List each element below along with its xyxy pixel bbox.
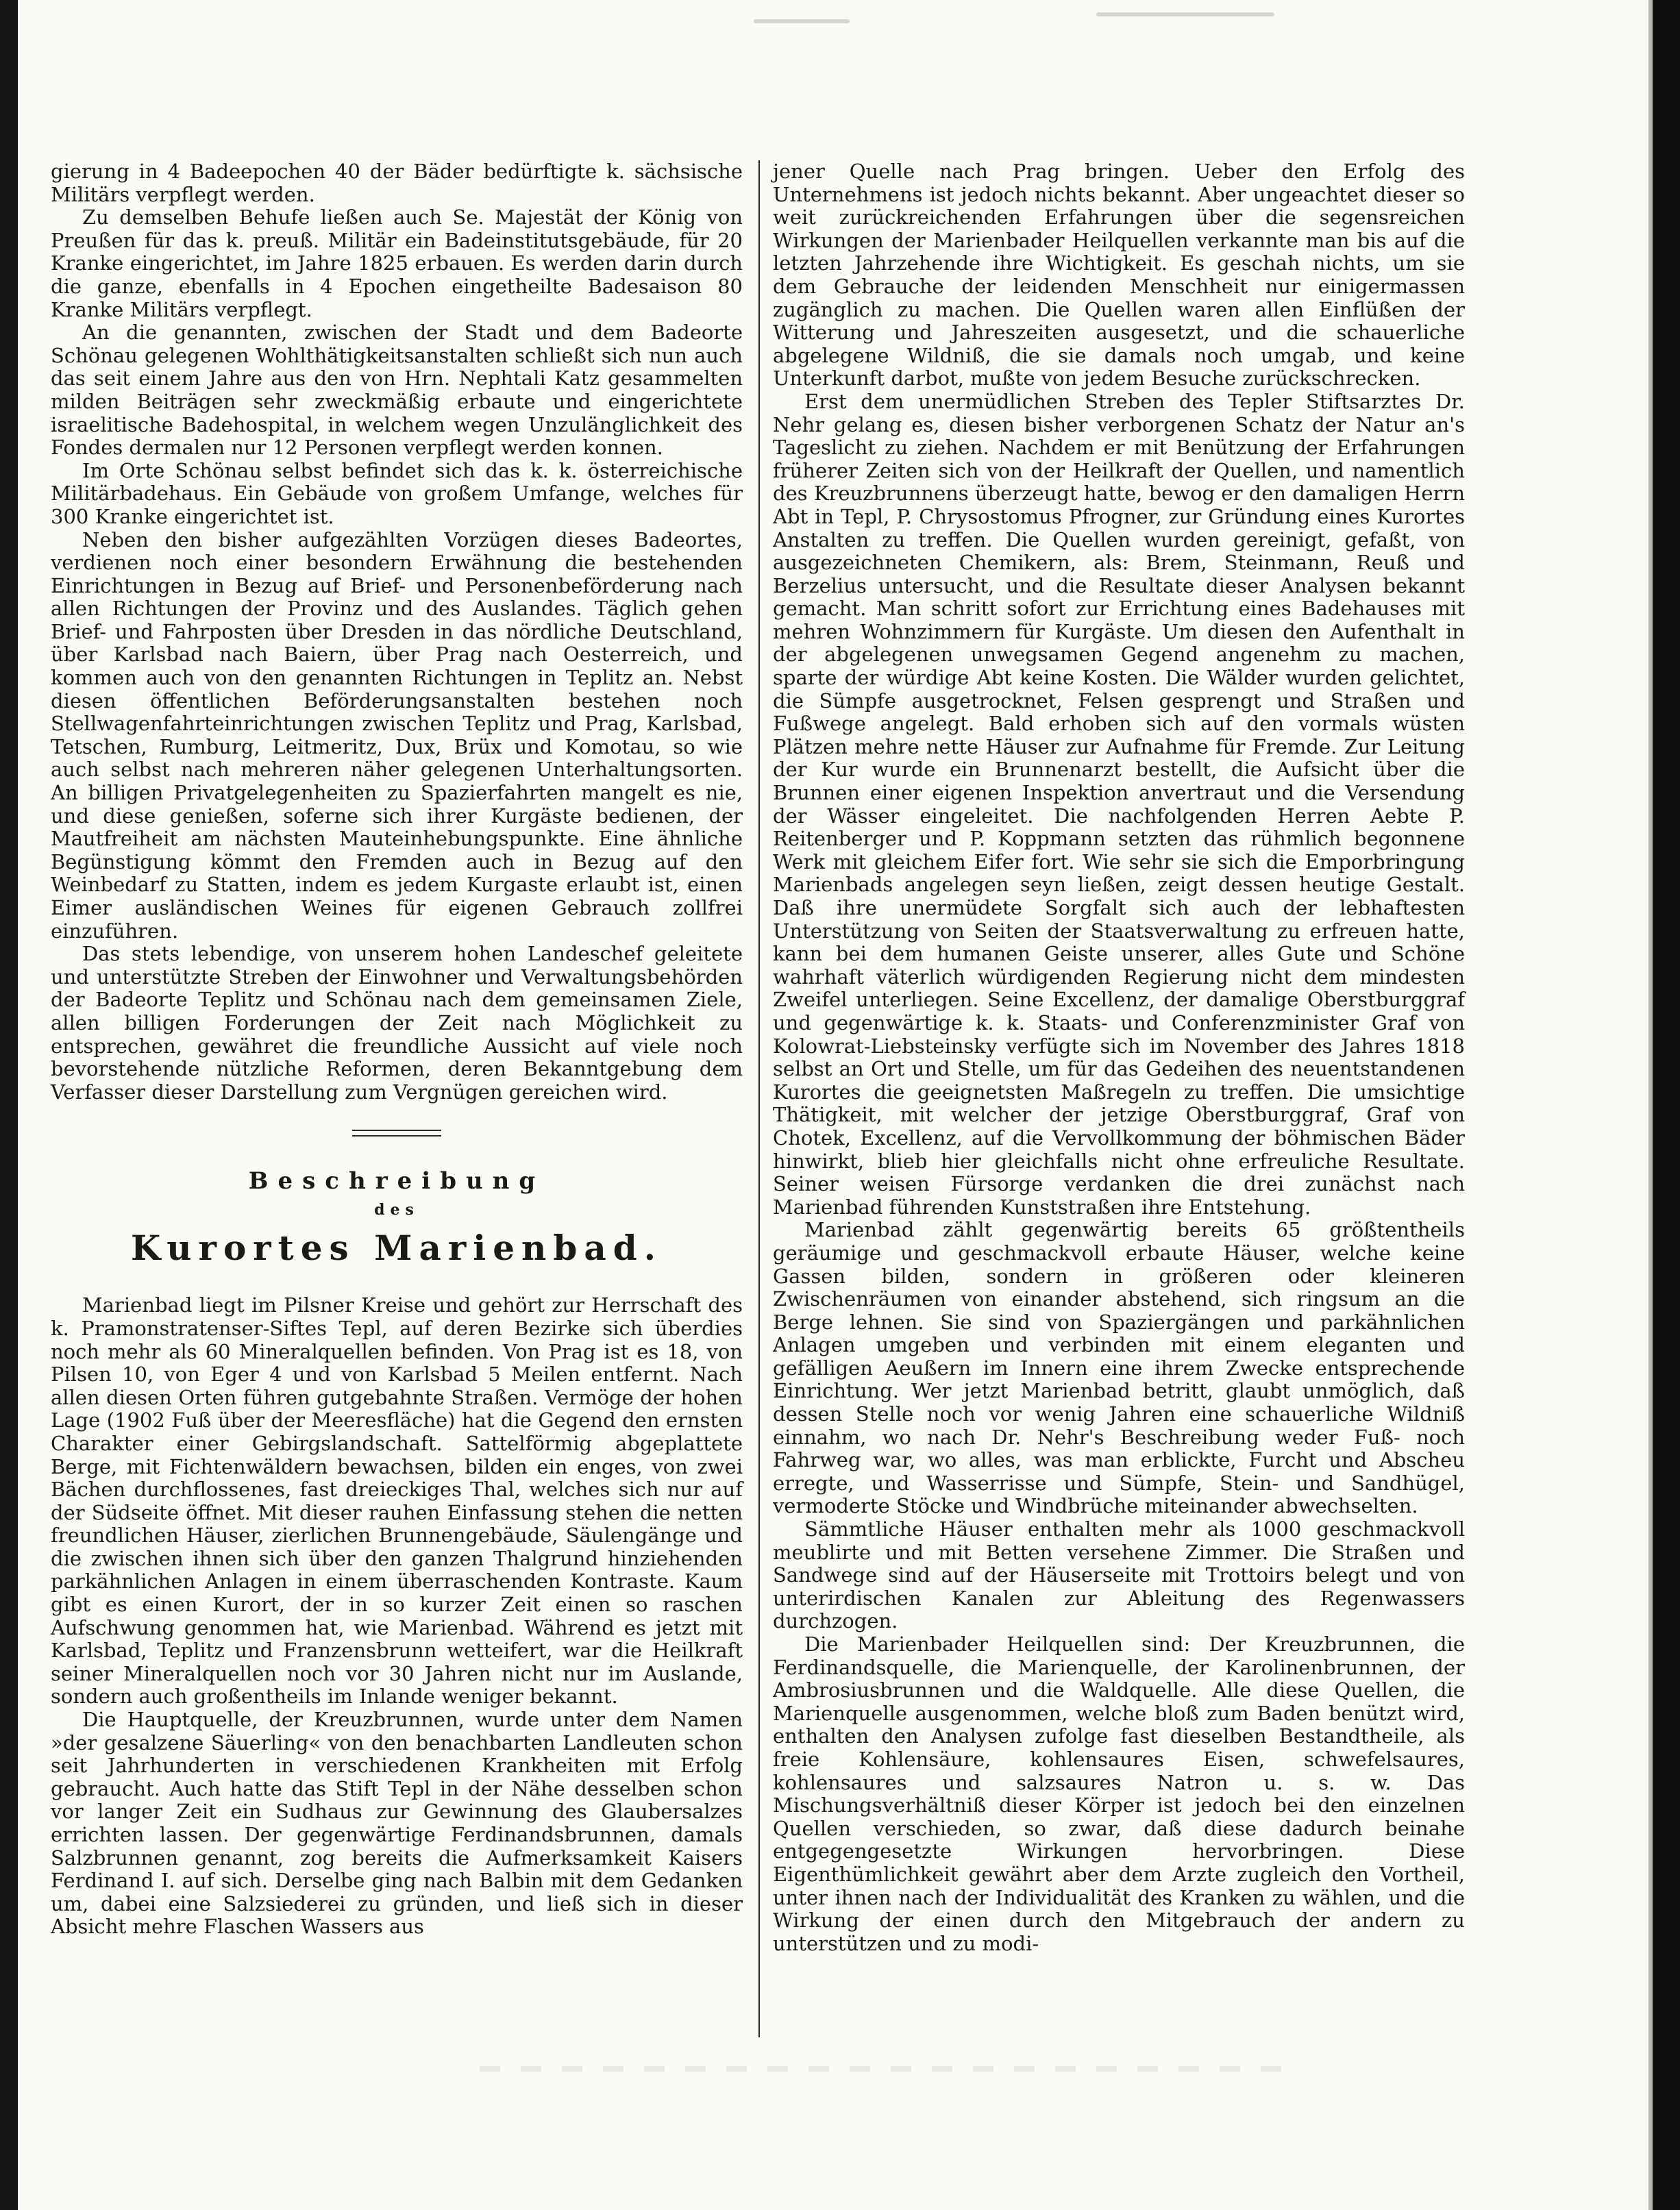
section-heading-beschreibung: Beschreibung [248,1167,545,1195]
paragraph: Sämmtliche Häuser enthalten mehr als 1000 geschmackvoll meublirte und mit Betten versehene Zimmer. Die Straßen und Sandwege sind auf der Häuserseite mit Trottoirs belegt und von unterirdischen Kanalen zur Ableitung des Regenwassers durchzogen. [773,1517,1465,1633]
paragraph: Die Marienbader Heilquellen sind: Der Kreuzbrunnen, die Ferdinandsquelle, die Marienquelle, der Karolinenbrunnen, der Ambrosiusbrunnen und die Waldquelle. Alle diese Quellen, die Marienquelle ausgenommen, welche bloß zum Baden benützt wird, enthalten den Analysen zufolge fast dieselben Bestandtheile, als freie Kohlensäure, kohlensaures Eisen, schwefelsaures, kohlensaures und salzsaures Natron u. s. w. Das Mischungsverhältniß dieser Körper ist jedoch bei den einzelnen Quellen verschieden, so zwar, daß diese dadurch beinahe entgegengesetzte Wirkungen hervorbringen. Diese Eigenthümlichkeit gewährt aber dem Arzte zugleich den Vortheil, unter ihnen nach der Individualität des Kranken zu wählen, und die Wirkung der einen durch den Mitgebrauch der andern zu unterstützen und zu modi- [773,1632,1465,1955]
paragraph: Im Orte Schönau selbst befindet sich das k. k. österreichische Militärbadehaus. Ein Gebäude von großem Umfange, welches für 300 Kranke eingerichtet ist. [51,458,743,528]
paragraph: Marienbad liegt im Pilsner Kreise und gehört zur Herrschaft des k. Pramonstratenser-Siftes Tepl, auf deren Bezirke sich überdies noch mehr als 60 Mineralquellen befinden. Von Prag ist es 18, von Pilsen 10, von Eger 4 und von Karlsbad 5 Meilen entfernt. Nach allen diesen Orten führen gutgebahnte Straßen. Vermöge der hohen Lage (1902 Fuß über der Meeresfläche) hat die Gegend den ernsten Charakter einer Gebirgslandschaft. Sattelförmig abgeplattete Berge, mit Fichtenwäldern bewachsen, bilden ein enges, von zwei Bächen durchflossenes, fast dreieckiges Thal, welches sich nur auf der Südseite öffnet. Mit dieser rauhen Einfassung stehen die netten freundlichen Häuser, zierlichen Brunnengebäude, Säulengänge und die zwischen ihnen sich über den ganzen Thalgrund hinziehenden parkähnlichen Anlagen in einem überraschenden Kontraste. Kaum gibt es einen Kurort, der in so kurzer Zeit einen so raschen Aufschwung genommen hat, wie Marienbad. Während es jetzt mit Karlsbad, Teplitz und Franzensbrunn wetteifert, war die Heilkraft seiner Mineralquellen noch vor 30 Jahren nicht nur im Auslande, sondern auch großentheils im Inlande weniger bekannt. [51,1293,743,1709]
section-title: Kurortes Marienbad. [130,1228,663,1269]
paragraph: jener Quelle nach Prag bringen. Ueber den Erfolg des Unternehmens ist jedoch nichts bekannt. Aber ungeachtet dieser so weit zurückreichenden Erfahrungen über die segensreichen Wirkungen der Marienbader Heilquellen verkannte man bis auf die letzten Jahrzehende ihre Wichtigkeit. Es geschah nichts, um sie dem Gebrauche der leidenden Menschheit nur einigermassen zugänglich zu machen. Die Quellen waren allen Einflüßen der Witterung und Jahreszeiten ausgesetzt, und die schauerliche abgelegene Wildniß, die sie damals noch umgab, und keine Unterkunft darbot, mußte von jedem Besuche zurückschrecken. [773,160,1465,390]
paragraph: Die Hauptquelle, der Kreuzbrunnen, wurde unter dem Namen »der gesalzene Säuerling« von den benachbarten Landleuten schon seit Jahrhunderten in verschiedenen Krankheiten mit Erfolg gebraucht. Auch hatte das Stift Tepl in der Nähe desselben schon vor langer Zeit ein Sudhaus zur Gewinnung des Glaubersalzes errichten lassen. Der gegenwärtige Ferdinandsbrunnen, damals Salzbrunnen genannt, zog bereits die Aufmerksamkeit Kaisers Ferdinand I. auf sich. Derselbe ging nach Balbin mit dem Gedanken um, dabei eine Salzsiederei zu gründen, und ließ sich in dieser Absicht mehre Flaschen Wassers aus [51,1708,743,1939]
column-divider [758,160,760,2037]
paragraph: An die genannten, zwischen der Stadt und dem Badeorte Schönau gelegenen Wohlthätigkeitsanstalten schließt sich nun auch das seit einem Jahre aus den von Hrn. Nephtali Katz gesammelten milden Beiträgen sehr zweckmäßig erbaute und eingerichtete israelitische Badehospital, in welchem wegen Unzulänglichkeit des Fondes dermalen nur 12 Personen verpflegt werden konnen. [51,321,743,460]
bleed-through-text [480,2066,1302,2072]
scan-edge-right [1653,0,1680,2210]
scan-mark [1096,12,1274,16]
scan-mark [754,19,850,23]
paragraph: Zu demselben Behufe ließen auch Se. Majestät der König von Preußen für das k. preuß. Militär ein Badeinstitutsgebäude, für 20 Kranke eingerichtet, im Jahre 1825 erbauen. Es werden darin durch die ganze, ebenfalls in 4 Epochen eingetheilte Badesaison 80 Kranke Militärs verpflegt. [51,206,743,321]
section-divider [352,1130,441,1137]
paragraph: Neben den bisher aufgezählten Vorzügen dieses Badeortes, verdienen noch einer besondern Erwähnung die bestehenden Einrichtungen in Bezug auf Brief- und Personenbeförderung nach allen Richtungen der Provinz und des Auslandes. Täglich gehen Brief- und Fahrposten über Dresden in das nördliche Deutschland, über Karlsbad nach Baiern, über Prag nach Oesterreich, und kommen auch von den genannten Richtungen in Teplitz an. Nebst diesen öffentlichen Beförderungsanstalten bestehen noch Stellwagenfahrteinrichtungen zwischen Teplitz und Prag, Karlsbad, Tetschen, Rumburg, Leitmeritz, Dux, Brüx und Komotau, so wie auch selbst nach mehreren näher gelegenen Unterhaltungsorten. An billigen Privatgelegenheiten zu Spazierfahrten mangelt es nie, und diese genießen, soferne sich ihrer Kurgäste bedienen, der Mautfreiheit am nächsten Mauteinhebungspunkte. Eine ähnliche Begünstigung kömmt den Fremden auch in Bezug auf den Weinbedarf zu Statten, indem es jedem Kurgaste erlaubt ist, einen Eimer ausländischen Weines für eigenen Gebrauch zollfrei einzuführen. [51,527,743,943]
paragraph: Erst dem unermüdlichen Streben des Tepler Stiftsarztes Dr. Nehr gelang es, diesen bisher verborgenen Schatz der Natur an's Tageslicht zu ziehen. Nachdem er mit Benützung der Erfahrungen früherer Zeiten sich von der Heilkraft der Quellen, und namentlich des Kreuzbrunnens überzeugt hatte, bewog er den damaligen Herrn Abt in Tepl, P. Chrysostomus Pfrogner, zur Gründung eines Kurortes Anstalten zu treffen. Die Quellen wurden gereinigt, gefaßt, von ausgezeichneten Chemikern, als: Brem, Steinmann, Reuß und Berzelius untersucht, und die Resultate dieser Analysen bekannt gemacht. Man schritt sofort zur Errichtung eines Badehauses mit mehren Wohnzimmern für Kurgäste. Um diesen den Aufenthalt in der abgelegenen unwegsamen Gegend angenehm zu machen, sparte der würdige Abt keine Kosten. Die Wälder wurden gelichtet, die Sümpfe ausgetrocknet, Felsen gesprengt und Straßen und Fußwege angelegt. Bald erhoben sich auf den vormals wüsten Plätzen mehre nette Häuser zur Aufnahme für Fremde. Zur Leitung der Kur wurde ein Brunnenarzt bestellt, die Aufsicht über die Brunnen einer eigenen Inspektion anvertraut und die Versendung der Wässer eingeleitet. Die nachfolgenden Herren Aebte P. Reitenberger und P. Koppmann setzten das rühmlich begonnene Werk mit gleichem Eifer fort. Wie sehr sie sich die Emporbringung Marienbads angelegen seyn ließen, zeigt dessen heutige Gestalt. Daß ihre unermüdete Sorgfalt sich auch der lebhaftesten Unterstützung von Seiten der Staatsverwaltung zu erfreuen hatte, kann bei dem humanen Geiste unserer, alles Gute und Schöne wahrhaft väterlich würdigenden Regierung nicht dem mindesten Zweifel unterliegen. Seine Excellenz, der damalige Oberstburggraf und gegenwärtige k. k. Staats- und Conferenzminister Graf von Kolowrat-Liebsteinsky verfügte sich im November des Jahres 1818 selbst an Ort und Stelle, um für das Gedeihen des neuentstandenen Kurortes die geeignetsten Maßregeln zu treffen. Die umsichtige Thätigkeit, mit welcher der jetzige Oberstburggraf, Graf von Chotek, Excellenz, auf die Vervollkommung der böhmischen Bäder hinwirkt, blieb hier gleichfalls nicht ohne erfreuliche Resultate. Seiner weisen Fürsorge verdanken die drei zunächst nach Marienbad führenden Kunststraßen ihre Entstehung. [773,389,1465,1219]
right-column [773,160,1465,1955]
section-heading-des: des [374,1201,419,1219]
scan-edge-left [0,0,18,2210]
paragraph: Das stets lebendige, von unserem hohen Landeschef geleitete und unterstützte Streben der Einwohner und Verwaltungsbehörden der Badeorte Teplitz und Schönau nach dem gemeinsamen Ziele, allen billigen Forderungen der Zeit nach Möglichkeit zu entsprechen, gewähret die freundliche Aussicht auf viele noch bevorstehende nützliche Reformen, deren Bekanntgebung dem Verfasser dieser Darstellung zum Vergnügen gereichen wird. [51,942,743,1104]
page [51,160,1490,2037]
paragraph: Marienbad zählt gegenwärtig bereits 65 größtentheils geräumige und geschmackvoll erbaute Häuser, welche keine Gassen bilden, sondern in größeren oder kleineren Zwischenräumen von einander abstehend, sich ringsum an die Berge lehnen. Sie sind von Spaziergängen und parkähnlichen Anlagen umgeben und verbinden mit einem eleganten und gefälligen Aeußern im Innern eine ihrem Zwecke entsprechende Einrichtung. Wer jetzt Marienbad betritt, glaubt unmöglich, daß dessen Stelle noch vor wenig Jahren eine schauerliche Wildniß einnahm, wo nach Dr. Nehr's Beschreibung weder Fuß- noch Fahrweg war, wo alles, was man erblickte, Furcht und Abscheu erregte, und Wasserrisse und Sümpfe, Stein- und Sandhügel, vermoderte Stöcke und Windbrüche miteinander abwechselten. [773,1218,1465,1518]
paragraph: gierung in 4 Badeepochen 40 der Bäder bedürftigte k. sächsische Militärs verpflegt werden. [51,160,743,206]
left-column [51,160,743,1939]
